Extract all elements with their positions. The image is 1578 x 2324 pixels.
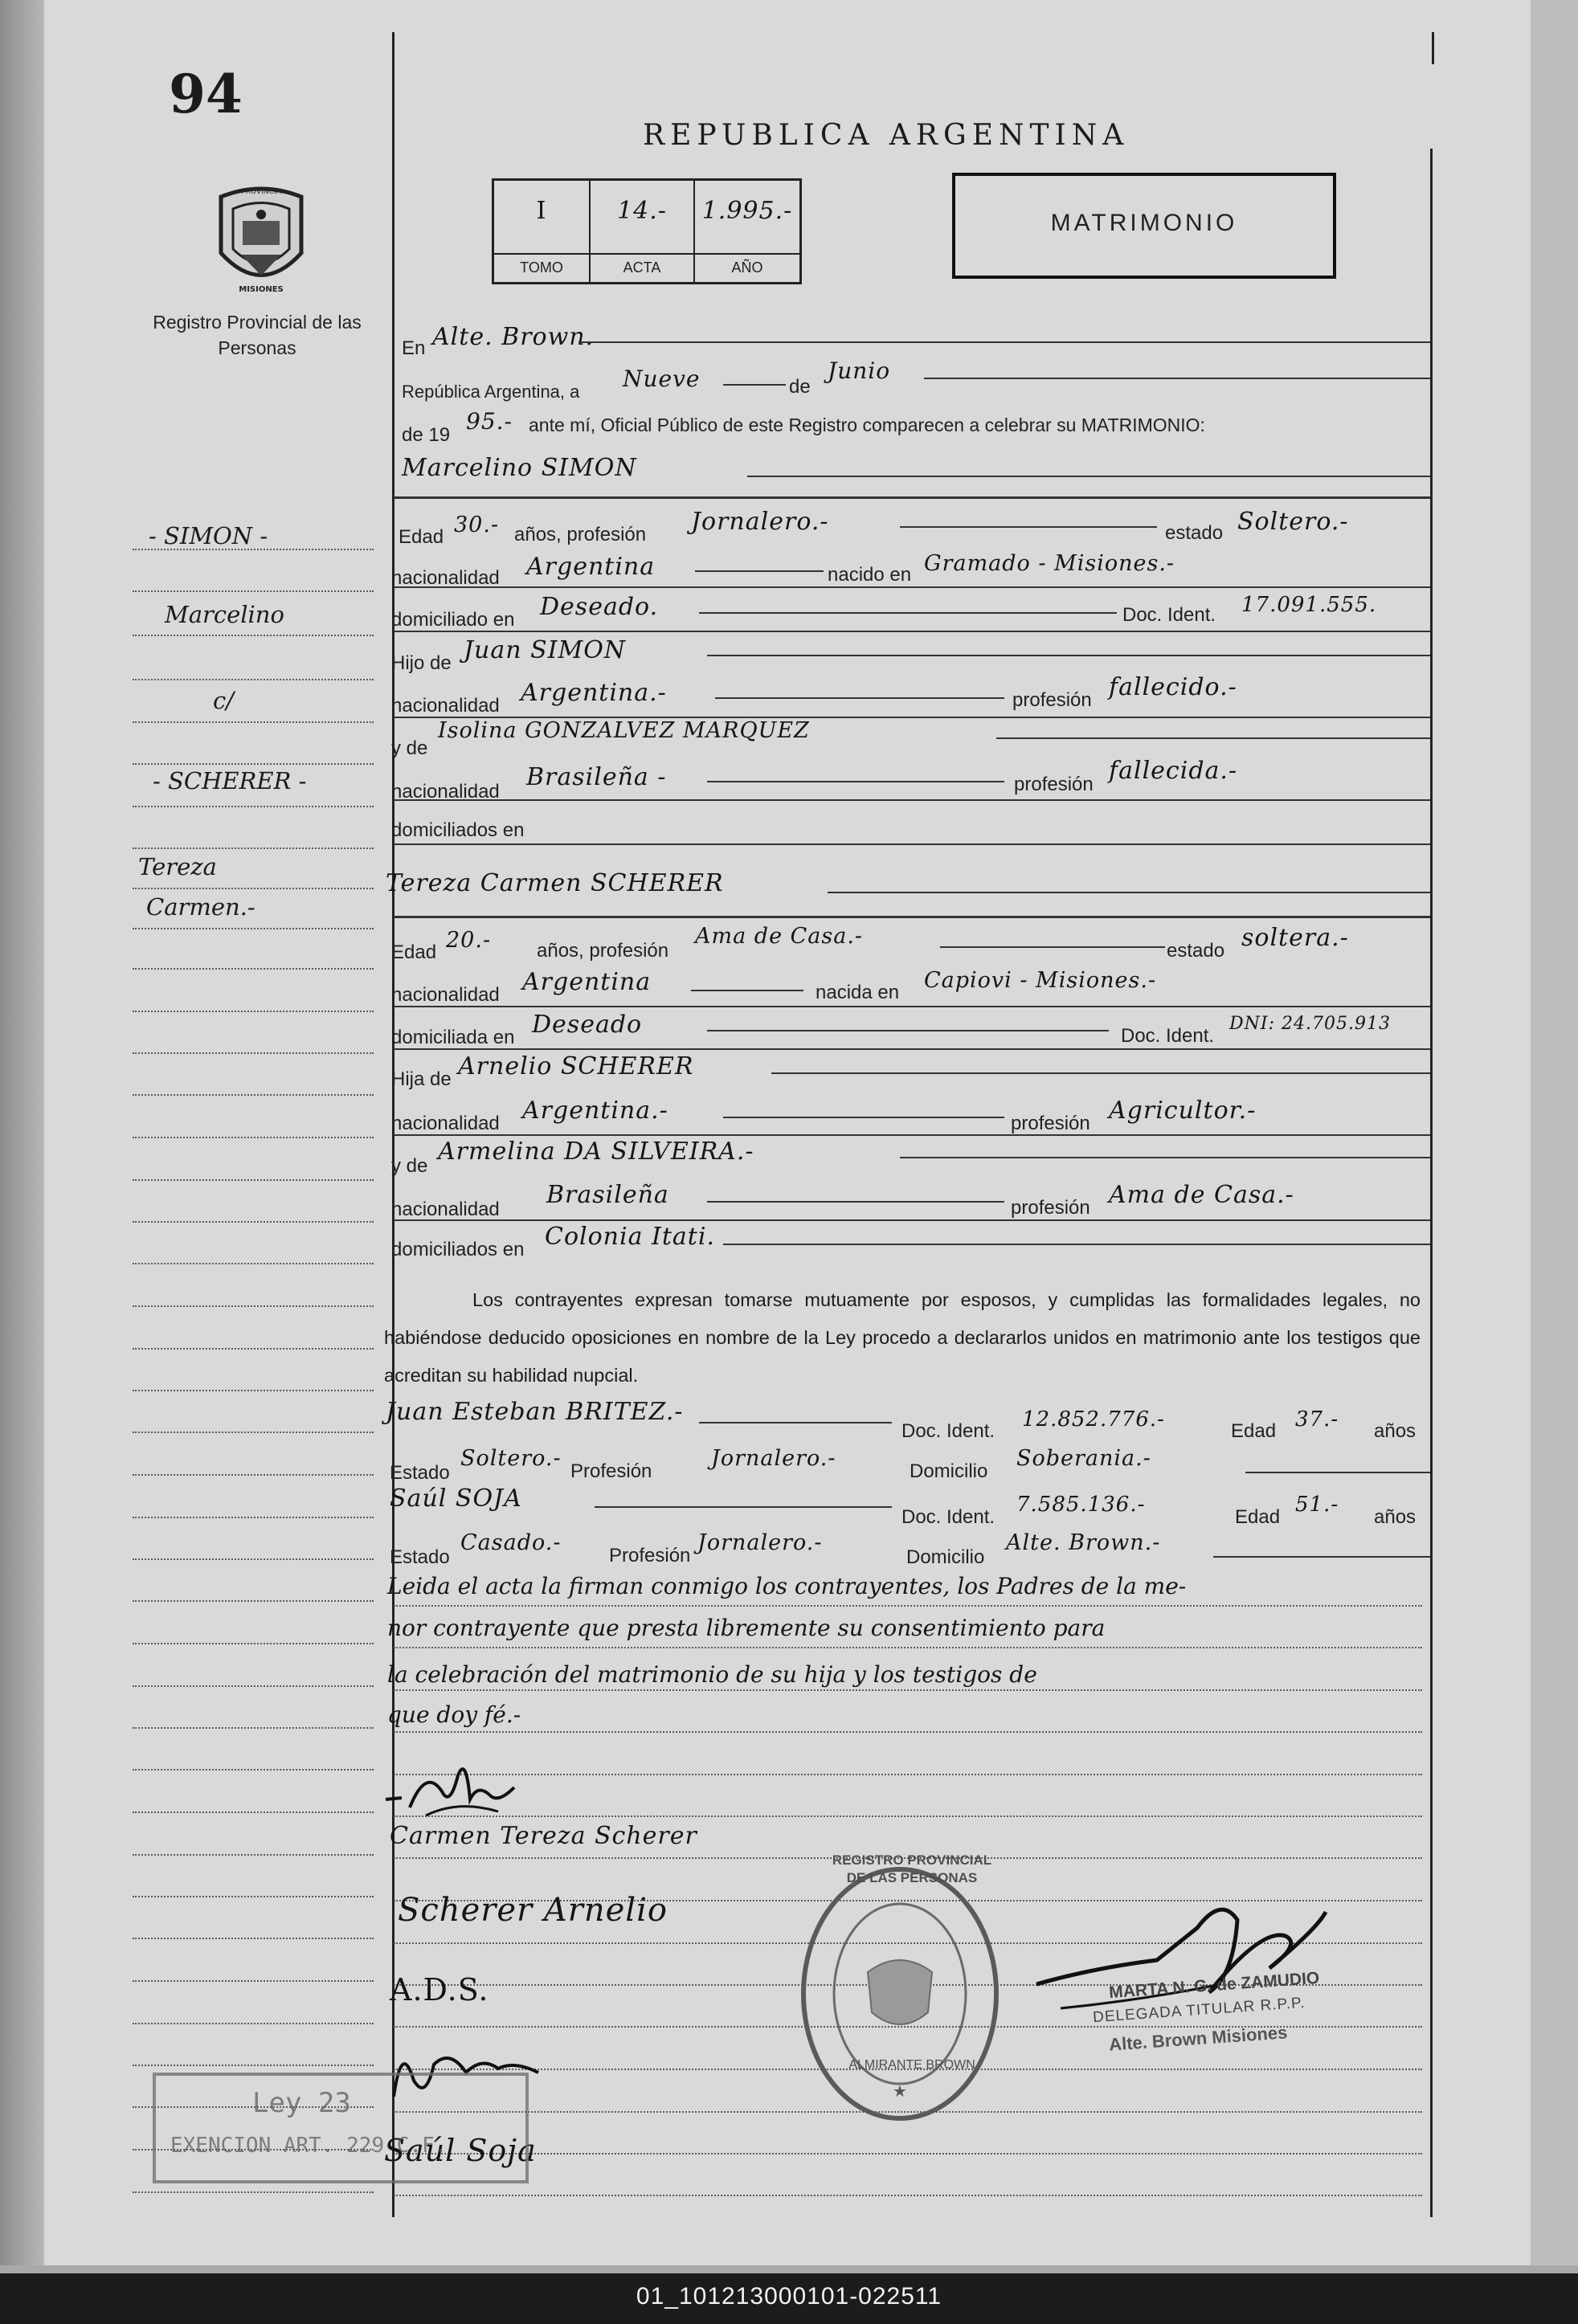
closing-note-line-2: nor contrayente que presta libremente su consentimiento para [387,1615,1106,1641]
witness2-doc-value: 7.585.136.- [1016,1493,1146,1517]
initials-signature: A.D.S. [390,1972,489,2007]
closing-note-line-1: Leida el acta la firman conmigo los contrayentes, los Padres de la me- [387,1573,1187,1599]
bride-mother-label: y de [391,1155,428,1177]
year-prefix: de 19 [402,424,451,446]
witness1-domicile-label: Domicilio [910,1460,988,1482]
page-number: 94 [169,63,243,125]
margin-groom-surname: - SIMON - [149,522,268,549]
groom-mother-label: y de [391,737,428,759]
margin-bride-surname: - SCHERER - [153,767,307,794]
witness2-age-value: 51.- [1295,1493,1339,1517]
bride-mother-nationality-value: Brasileña [546,1181,669,1209]
bride-full-name: Tereza Carmen SCHERER [386,869,724,897]
seal-top-text: PROVINCIA [241,188,281,196]
groom-nationality-value: Argentina [526,553,656,581]
bride-status-value: soltera.- [1241,924,1349,952]
bride-domicile-value: Deseado [532,1011,643,1039]
bride-signature: Carmen Tereza Scherer [390,1822,697,1850]
official-stamp-place: Alte. Brown Misiones [1108,2022,1289,2055]
groom-full-name: Marcelino SIMON [402,454,637,482]
groom-father-profession-label: profesión [1012,689,1092,711]
bride-mother-profession-label: profesión [1011,1197,1090,1219]
bride-father-value: Arnelio SCHERER [458,1052,694,1080]
bride-doc-value: DNI: 24.705.913 [1229,1014,1391,1034]
witness2-name: Saúl SOJA [390,1485,522,1513]
witness1-age-value: 37.- [1295,1407,1339,1432]
bride-nationality-label: nacionalidad [391,984,500,1006]
groom-born-label: nacido en [828,564,912,586]
bride-nationality-value: Argentina [522,968,652,996]
witness2-doc-label: Doc. Ident. [901,1506,995,1528]
bride-domicile-label: domiciliada en [391,1027,515,1048]
groom-mother-value: Isolina GONZALVEZ MARQUEZ [438,718,810,743]
groom-domicile-value: Deseado. [540,593,659,621]
bride-parents-domicile-label: domiciliados en [391,1239,525,1260]
witness1-years-label: años [1374,1420,1417,1442]
exemption-stamp-line-1: Ley 23 [252,2087,351,2119]
intro-statement: ante mí, Oficial Público de este Registro comparecen a celebrar su MATRIMONIO: [529,415,1205,435]
witness2-years-label: años [1374,1506,1417,1528]
witness1-doc-value: 12.852.776.- [1022,1407,1165,1432]
witness2-domicile-value: Alte. Brown.- [1006,1530,1161,1555]
witness2-status-value: Casado.- [460,1530,562,1555]
bride-mother-value: Armelina DA SILVEIRA.- [438,1137,754,1166]
margin-groom-name: Marcelino [165,601,284,628]
groom-age-label: Edad [399,526,444,548]
official-stamp-name: MARTA N. G. de ZAMUDIO [1108,1968,1320,2003]
right-border-top [1432,32,1434,64]
witness1-age-label: Edad [1231,1420,1277,1442]
exemption-stamp-line-2: EXENCION ART. 229 C.F. [170,2134,448,2158]
groom-age-value: 30.- [454,513,500,537]
witness1-status-label: Estado [390,1462,450,1484]
groom-doc-label: Doc. Ident. [1122,604,1216,626]
groom-domicile-label: domiciliado en [391,609,515,631]
bride-father-nationality-value: Argentina.- [522,1097,668,1125]
groom-father-value: Juan SIMON [464,636,627,664]
day-value: Nueve [623,366,701,392]
image-caption: 01_101213000101-022511 [636,2283,942,2310]
witness2-profession-label: Profesión [609,1545,691,1566]
groom-status-label: estado [1165,522,1224,544]
margin-bride-name-2: Carmen.- [146,893,256,921]
witness2-age-label: Edad [1235,1506,1281,1528]
round-seal-inner-text: ALMIRANTE BROWN [848,2058,975,2072]
witness1-profession-label: Profesión [570,1460,652,1482]
witness2-status-label: Estado [390,1546,450,1568]
groom-mother-nationality-value: Brasileña - [526,763,667,791]
bride-age-value: 20.- [446,928,492,953]
parent-signature: Scherer Arnelio [398,1892,668,1929]
tax-exemption-stamp [153,2073,529,2183]
groom-mother-profession-value: fallecida.- [1109,757,1238,785]
groom-signature-icon [378,1751,522,1824]
groom-nationality-label: nacionalidad [391,567,500,589]
bride-born-label: nacida en [816,982,900,1003]
record-type: MATRIMONIO [1050,210,1238,236]
bride-profession-label: años, profesión [537,940,669,962]
closing-note-line-3: la celebración del matrimonio de su hija y los testigos de [387,1661,1037,1688]
acta-cell [591,181,695,282]
bride-doc-label: Doc. Ident. [1121,1025,1215,1047]
margin-connector: c/ [213,687,235,714]
groom-mother-profession-label: profesión [1014,774,1094,795]
republica-label: República Argentina, a [402,382,580,402]
tomo-label: TOMO [494,253,589,276]
witness1-domicile-value: Soberania.- [1016,1446,1151,1471]
groom-profession-label: años, profesión [514,524,647,545]
acta-label: ACTA [591,253,693,276]
seal-bottom-text: MISIONES [239,285,284,294]
bride-age-label: Edad [391,941,437,963]
month-value: Junio [828,357,891,384]
record-type-box [952,173,1336,279]
marriage-declaration: Los contrayentes expresan tomarse mutuamente por esposos, y cumplidas las formalidades legales, no habiéndose deducido oposiciones en nombre de la Ley procedo a declararlos unidos en matrimonio ante los testigos que acreditan su habilidad nupcial. [384,1289,1421,1386]
next-page-edge [1531,0,1578,2265]
bride-father-nationality-label: nacionalidad [391,1113,500,1134]
page-title: REPUBLICA ARGENTINA [643,119,1130,152]
bride-parents-domicile-value: Colonia Itati. [545,1223,715,1251]
witness1-status-value: Soltero.- [460,1446,562,1471]
tomo-cell [494,181,591,282]
registry-name: Registro Provincial de las Personas [153,312,362,358]
en-label: En [402,337,426,359]
witness1-name: Juan Esteban BRITEZ.- [386,1398,684,1426]
groom-mother-nationality-label: nacionalidad [391,781,500,803]
groom-father-profession-value: fallecido.- [1109,673,1237,701]
bride-status-label: estado [1167,940,1225,962]
groom-father-label: Hijo de [391,652,452,674]
svg-text:★: ★ [893,2083,907,2101]
witness2-signature: Saúl Soja [384,2133,537,2168]
groom-father-nationality-value: Argentina.- [521,679,667,707]
witness1-doc-label: Doc. Ident. [901,1420,995,1442]
bride-born-value: Capiovi - Misiones.- [924,968,1157,993]
closing-note-line-4: que doy fé.- [387,1701,521,1728]
groom-father-nationality-label: nacionalidad [391,695,500,717]
groom-profession-value: Jornalero.- [691,508,829,536]
bride-father-profession-value: Agricultor.- [1109,1097,1257,1125]
tomo-value: I [536,197,547,225]
witness2-domicile-label: Domicilio [906,1546,985,1568]
ano-cell [695,181,799,282]
groom-born-value: Gramado - Misiones.- [924,551,1175,576]
bride-mother-profession-value: Ama de Casa.- [1109,1181,1294,1209]
right-border [1430,149,1433,2217]
en-value: Alte. Brown. [432,323,595,351]
groom-parents-domicile-label: domiciliados en [391,819,525,841]
ano-label: AÑO [695,253,799,276]
margin-bride-name-1: Tereza [138,853,217,880]
de-label: de [789,376,811,398]
groom-doc-value: 17.091.555. [1241,593,1377,617]
bride-father-label: Hija de [391,1068,452,1090]
year-value: 95.- [466,408,513,435]
ano-value: 1.995.- [701,197,793,225]
bride-profession-value: Ama de Casa.- [695,924,864,949]
official-round-seal-icon [795,1860,1004,2129]
book-spine [0,0,44,2265]
witness2-profession-value: Jornalero.- [697,1530,823,1555]
groom-status-value: Soltero.- [1237,508,1349,536]
bride-father-profession-label: profesión [1011,1113,1090,1134]
official-stamp-role: DELEGADA TITULAR R.P.P. [1092,1994,1306,2027]
acta-value: 14.- [617,197,667,225]
province-coat-of-arms-icon [209,181,313,297]
record-reference-box [492,178,802,284]
witness1-profession-value: Jornalero.- [711,1446,836,1471]
round-seal-outer-text: REGISTRO PROVINCIAL DE LAS PERSONAS [832,1852,992,1885]
bride-mother-nationality-label: nacionalidad [391,1199,500,1220]
